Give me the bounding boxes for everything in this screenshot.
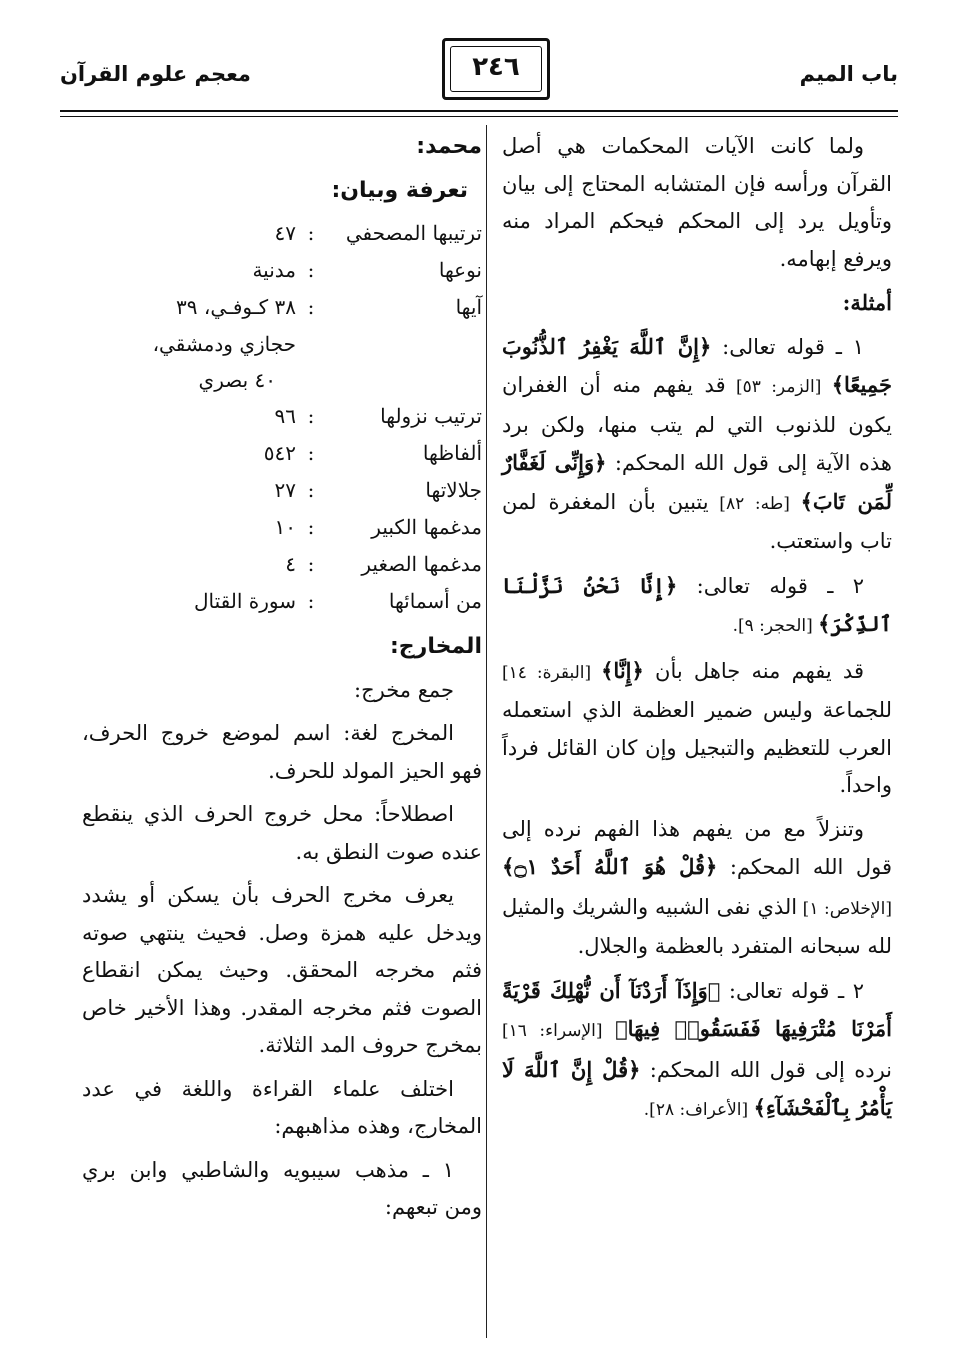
makharij-heading: المخارج: — [390, 634, 482, 659]
fact-colon: : — [307, 514, 315, 539]
quran-verse: ﴿وَإِنِّى لَغَفَّارٌ لِّمَن تَابَ﴾ — [502, 450, 893, 514]
fact-value: سورة القتال — [193, 588, 296, 613]
example-2-resolution — [502, 811, 892, 966]
fact-colon: : — [307, 551, 315, 576]
page-header — [60, 38, 898, 116]
verse-reference: [البقرة: ١٤] — [502, 662, 602, 683]
quran-verse: ﴿إِنَّ ٱللَّهَ يَغْفِرُ ٱلذُّنُوبَ جَمِيعًا﴾ — [502, 333, 892, 397]
fact-row — [82, 252, 482, 289]
paragraph-disagreement: اختلف علماء القراءة واللغة في عدد المخارج، وهذه مذاهبهم: — [82, 1076, 482, 1138]
fact-row — [82, 583, 482, 620]
example-1-text: قد يفهم منه أن الغفران يكون للذنوب التي لم يتب منها، ولكن برد هذه الآية إلى قول الله المحكم: — [502, 373, 892, 475]
paragraph-technical: اصطلاحاً: محل خروج الحرف الذي ينقطع عنده صوت النطق به. — [82, 802, 482, 864]
example-2-intro: ٢ ـ قوله تعالى: — [677, 573, 864, 598]
verse-reference: [الزمر: ٥٣] — [725, 377, 832, 397]
fact-value: مدنية — [252, 257, 296, 282]
fact-label: آيها — [455, 294, 482, 319]
example-2-resolution-cont: الذي نفى الشبيه والشريك والمثيل لله سبحانه المتفرد بالعظمة والجلال. — [502, 894, 892, 958]
fact-label: ترتيبها المصحفي — [345, 220, 482, 245]
fact-label: نوعها — [438, 257, 482, 282]
quran-verse: ﴿وَإِذَآ أَرَدْنَآ أَن نُّهْلِكَ قَرْيَةً أَمَرْنَا مُتْرَفِيهَا فَفَسَقُوا۟ فِيهَا﴾ — [502, 977, 892, 1041]
quran-verse: ﴿قُلْ هُوَ ٱللَّهُ أَحَدٌ ۝١﴾ — [502, 854, 718, 879]
example-1-intro: ١ ـ قوله تعالى: — [711, 334, 864, 359]
paragraph-sibawayh: ١ ـ مذهب سيبويه والشاطبي وابن بري ومن تبعهم: — [82, 1157, 482, 1219]
verse-reference: [الأعراف: ٢٨]. — [643, 1100, 754, 1120]
paragraph-intro: ولما كانت الآيات المحكمات هي أصل القرآن ورأسه فإن المتشابه المحتاج إلى بيان وتأويل يرد إلى المحكم فيحكم المراد منه ويرفع إبهامه. — [502, 134, 892, 271]
fact-label: من أسمائها — [388, 588, 482, 613]
page-number-frame — [442, 38, 550, 100]
fact-colon: : — [307, 403, 315, 428]
fact-colon: : — [307, 257, 315, 282]
header-rule-thin — [60, 116, 898, 117]
examples-heading: أمثلة: — [842, 290, 892, 315]
example-1 — [502, 328, 892, 561]
header-rule-thick — [60, 110, 898, 112]
verse-reference: [الحجر: ٩]. — [732, 616, 819, 636]
example-1-conclusion: يتبين بأن المغفرة لمن تاب واستعتب. — [502, 489, 892, 553]
fact-row — [82, 398, 482, 435]
fact-value: ٤٧ — [274, 220, 296, 245]
fact-colon: : — [307, 440, 315, 465]
fact-value: ٢٧ — [274, 477, 296, 502]
fact-value: ٥٤٢ — [263, 440, 296, 465]
verse-reference: [طه: ٨٢] — [708, 493, 801, 514]
column-divider — [486, 125, 487, 1338]
example-2-text: قد يفهم منه جاهل بأن — [643, 658, 864, 683]
quran-verse: ﴿قُلْ إِنَّ ٱللَّهَ لَا يَأْمُرُ بِٱلْفَحْشَآءِ﴾ — [502, 1056, 892, 1120]
paragraph-plural: جمع مخرج: — [354, 677, 454, 702]
fact-value: ٤ — [285, 551, 296, 576]
example-2 — [502, 567, 892, 646]
example-2-text-cont: للجماعة وليس ضمير العظمة الذي استعمله العرب للتعظيم والتبجيل وإن كان القائل فرداً واحداً. — [502, 698, 892, 797]
right-column — [502, 128, 892, 1136]
fact-row — [82, 435, 482, 472]
verse-reference: [الإخلاص: ١] — [797, 898, 892, 919]
fact-row — [82, 289, 482, 326]
left-column — [82, 128, 482, 1233]
fact-value-cont: حجازي ودمشقي، — [152, 332, 296, 356]
example-3-intro: ٢ ـ قوله تعالى: — [720, 978, 864, 1003]
fact-row — [82, 546, 482, 583]
fact-colon: : — [307, 220, 315, 245]
surah-heading: محمد: — [416, 134, 482, 159]
fact-label: مدغمها الكبير — [371, 514, 482, 539]
fact-colon: : — [307, 588, 315, 613]
paragraph-linguistic: المخرج لغة: اسم لموضع خروج الحرف، فهو الحيز المولد للحرف. — [82, 721, 482, 783]
fact-value-cont: ٤٠ بصري — [198, 368, 276, 392]
fact-row — [82, 509, 482, 546]
example-2-resolution-text: وتنزلاً مع من يفهم هذا الفهم نرده إلى قول الله المحكم: — [502, 816, 892, 879]
example-2-explanation — [502, 652, 892, 805]
fact-label: مدغمها الصغير — [361, 551, 482, 576]
quran-verse: ﴿إِنَّا﴾ — [601, 657, 644, 683]
fact-label: جلالاتها — [425, 477, 482, 502]
example-3 — [502, 972, 892, 1130]
page-number: ٢٤٦ — [450, 46, 542, 92]
fact-row — [82, 215, 482, 252]
fact-label: ألفاظها — [422, 440, 482, 465]
surah-facts-table — [82, 215, 482, 620]
verse-reference: [الإسراء: ١٦] — [502, 1021, 616, 1041]
book-title: معجم علوم القرآن — [60, 62, 251, 86]
chapter-title: باب الميم — [799, 62, 898, 86]
example-3-text: نرده إلى قول الله المحكم: — [640, 1057, 892, 1082]
fact-colon: : — [307, 477, 315, 502]
fact-value: ٣٨ كـوفـي، ٣٩ — [176, 294, 296, 319]
fact-colon: : — [307, 294, 315, 319]
fact-row — [82, 472, 482, 509]
quran-verse: ﴿إِنَّا نَحْنُ نَزَّلْنَا ٱلذِّكْرَ﴾ — [502, 572, 892, 636]
fact-label: ترتيب نزولها — [380, 403, 482, 428]
fact-value: ١٠ — [274, 514, 296, 539]
intro-heading: تعرفة وبيان: — [331, 177, 468, 203]
paragraph-identification: يعرف مخرج الحرف بأن يسكن أو يشدد ويدخل عليه همزة وصل. فحيث ينتهي صوته فثم مخرجه المحقق. وحيث يمكن انقطاع الصوت فثم مخرجه المقدر. وهذا الأخير خاص بمخرج حروف المد الثلاثة. — [82, 883, 482, 1057]
fact-value: ٩٦ — [274, 403, 296, 428]
